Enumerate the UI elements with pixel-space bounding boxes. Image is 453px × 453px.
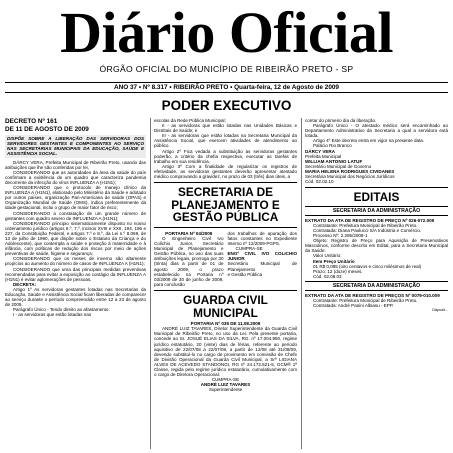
decree-paragraph: Parágrafo Único - Tendo direito ao afastamento: (13, 307, 110, 313)
decree-paragraph: CONSIDERANDO que os meses de inverno são altamente propícios ao aumento do número de casos de INFLUENZA A (H1N1); (5, 256, 146, 267)
signature-role: Prefeita Municipal (305, 153, 342, 159)
portaria-04-left (154, 231, 224, 287)
column-1 (5, 118, 146, 449)
signature-role: Superintendente (208, 387, 243, 393)
extrato-line: Contratada: André Panini Albiasu - EPP. (313, 303, 394, 309)
body-text: Artigo 3º Com a finalidade de regularizar os registros de efetividade, as servidoras gestantes deverão apresentar atestado médico comprovando a gravidez, no prazo de 03 (três) dias úteis, a (154, 163, 297, 180)
guarda-civil-heading: GUARDA CIVIL MUNICIPAL (183, 292, 268, 320)
extrato-line: Objeto: Registro de Preço para Aquisição de Preservativos Masculinos, conforme descrito em Edital, para a Secretaria Municipal da Saúde. (305, 238, 448, 254)
signature-role: Secretária Municipal dos Negócios Jurídicos (305, 174, 395, 180)
decree-decreta: DECRETA: (13, 281, 37, 287)
decree-article: Artigo 1º As servidoras gestantes lotadas nas Secretarias da Educação, Saúde e Assistência Social ficam liberadas de comparecer ao serviço durante o período compreendido entre 12 a 23 de agosto de 2009. (5, 286, 146, 308)
extrato-line: 01 R$ 0,085 (oito centavos e cinco milésimos de real) (313, 263, 422, 269)
extrato-line: Contratante: Prefeitura Municipal de Ribeirão Preto. (313, 298, 418, 304)
cumpra-se: CUMPRA-SE (235, 246, 263, 252)
code-line: Cód. 02.02.10 (305, 179, 334, 185)
section-title: PODER EXECUTIVO (161, 98, 292, 113)
secretaria-administracao-heading: SECRETARIA DA ADMINISTRAÇÃO (305, 206, 448, 216)
extrato-line: Processo Nº: 2.295/2008-1 (313, 233, 368, 239)
signature-name: ANDRÉ LUIZ TAVARES (200, 382, 251, 388)
extrato-title: EXTRATO DA ATA DE REGISTRO DE PREÇO Nº 026-072.009 (305, 217, 435, 223)
masthead-subtitle: ÓRGÃO OFICIAL DO MUNICÍPIO DE RIBEIRÃO PRETO - SP (99, 64, 354, 74)
footer-tag: Disposit... (432, 308, 448, 313)
guarda-left (154, 294, 297, 393)
section-rule (154, 182, 297, 183)
signature-name: WILLIAM ANTONIO LATUF (305, 158, 363, 164)
decree-summary: DISPÕE SOBRE A LIBERAÇÃO DAS SERVIDORAS DOS SERVIDORES GESTANTES E COMPONENTES AO SERVIÇO NAS SECRETARIAS MUNICIPAIS DA EDUCAÇÃO, SAÚDE E ASSISTÊNCIA SOCIAL. (7, 136, 144, 157)
body-text: contar do primeiro dia da liberação. (305, 118, 377, 123)
portaria-04-title: PORTARIA Nº 04/2009 (165, 230, 213, 236)
column-divider (150, 118, 151, 449)
planejamento-block (154, 231, 297, 287)
signature-name: ENGº CIVIL IVO COLICHIO JUNIOR (227, 251, 297, 262)
signature-role: Secretário Municipal de Planejamento (227, 261, 297, 272)
masthead-title: Diário Oficial (60, 0, 393, 65)
column-2 (154, 118, 297, 449)
issue-bar: ANO 37 • Nº 8.317 • RIBEIRÃO PRETO • Quarta-feira, 12 de Agosto de 2009 (5, 82, 448, 93)
secretaria-planejamento-heading: SECRETARIA DE PLANEJAMENTO E GESTÃO PÚBLICA (171, 185, 280, 225)
decree-paragraph: CONSIDERANDO que as autoridades da área da saúde do país confirmam a existência de um quadro que caracteriza pandemia decorrente da infecção do vírus INFLUENZA A (H1N1); (5, 169, 146, 185)
signature-name: MARIA HELENA RODRIGUES CIVIDANES (305, 168, 395, 174)
body-text: escolas da Rede Pública Municipal; (154, 118, 226, 123)
decree-paragraph: CONSIDERANDO principio sistematicamente disposto no nosso ordenamento jurídico (artigos 6.º, 7.º, incisos XVIII e XXII, 194, 196 e 227, da Constituição Federal, e artigos 7.º e 8.º, da Lei n.º 8.069, de 13 de julho de 1990, que dispõe sobre o Estatuto da Criança e do Adolescente), que contempla a saúde e proteção à maternidade e à infância, com políticas de redução dos riscos por meio de ações preventivas de saúde, higiene e segurança; (5, 220, 146, 257)
editais-heading: EDITAIS (353, 190, 400, 205)
portaria-035-title: PORTARIA Nº 035 DE 11.08.2009 (190, 321, 261, 327)
body-text: Artigo 2º Fica vedada a substituição as servidoras gestantes poderão, a critério da chefia respectiva, executar as tarefas de trabalho em sua residência. (154, 148, 297, 164)
portaria-04-text: O Engenheiro Civil Ivo Colichio Junior, Secretário Municipal de Planejamento e Gestão Pública, no uso das suas atribuições legais, prorroga por 30 (trinta) dias a partir de 01 de agosto 2009, o prazo estabelecido na Portaria nº 03/2009 de 30 de junho de 2009, para conclusão (154, 236, 224, 287)
secretaria-administracao-heading: SECRETARIA DA ADMINISTRAÇÃO (305, 281, 448, 291)
body-text: II - as servidoras que estão lotadas nas Unidades Básicas e Distritais de Saúde; e (154, 123, 297, 134)
extrato-line: Contratada: Diana Paolucci S/A Indústria e Comércio. (313, 228, 422, 233)
decree-paragraph: CONSIDERANDO a constatação de um grande número de gestantes com quadro severo de INFLUENZA A (H1N1); (5, 210, 146, 221)
decree-date: DE 11 DE AGOSTO DE 2009 (5, 125, 89, 133)
cumpra-se: CUMPRA-SE (211, 377, 240, 383)
signature-name: DÁRCY VERA (305, 148, 335, 154)
section-rule (154, 227, 297, 228)
decree-paragraph: DÁRCY VERA, Prefeita Municipal de Ribeirão Preto, usando das atribuições que lhe são conferidas por lei, (5, 159, 146, 170)
section-rule (154, 290, 297, 291)
signature-role: e Gestão Pública (227, 271, 263, 277)
extrato-line: Item Preço Unitário (313, 258, 355, 264)
masthead (0, 0, 453, 75)
extrato-title: EXTRATO DA ATA DE REGISTRO DE PREÇOS Nº 0079-010.009 (305, 292, 440, 298)
body-text: Parágrafo Único - O atestado médico será encaminhado ao Departamento Administrativo da Secretaria a qual a servidora está lotada. (305, 123, 448, 139)
decree-paragraph: CONSIDERANDO que uma das principais medidas preventivas recomendadas para evitar a exposição ao contágio da INFLUENZA A (H1N1) é evitar aglomerações de pessoas, (5, 266, 146, 282)
section-rule (305, 187, 448, 188)
decree-paragraph: I - as servidoras que estão lotadas nas (13, 312, 92, 318)
extrato-line: Prazo: 12 (doze) meses. (313, 268, 363, 274)
place-line: Palácio Rio Branco (313, 143, 352, 149)
decree-paragraph: CONSIDERANDO que o protocolo de manejo clínico da INFLUENZA A (H1N1), elaborado pelo Ministério da Saúde e adotado por outros países, organização Pan-Americana de saúde (OPAS) e Organização Mundial de Saúde (OMS), indica preferentemente da idade gestacional, inclui o grupo de maior fator de risco; (5, 185, 146, 211)
column-divider (301, 118, 302, 449)
extrato-line: Cód. 02.08.03 (313, 273, 342, 279)
signature-role: Secretário Municipal de Governo (305, 163, 372, 169)
body-text: Artigo 4º Este decreto entra em vigor na presente data. (313, 138, 425, 144)
extrato-line: Valor Unitário: (313, 253, 342, 259)
body-text: III - as servidoras que estão lotadas na Secretaria Municipal da Assistência Social, que exercem atividades de atendimento ao público. (154, 133, 297, 149)
portaria-04-right (228, 231, 298, 287)
decree-number: DECRETO Nº 161 (5, 118, 58, 125)
extrato-line: Contratante: Prefeitura Municipal de Ribeirão Preto. (313, 222, 418, 228)
portaria-04-continuation: dos trabalhos de apuração dos fatos constantes no Expediente Interno nº 12/2009-PGPS. (227, 230, 297, 247)
column-3 (305, 118, 448, 449)
portaria-035-text: ANDRÉ LUIZ TAVARES, Diretor Superintendente da Guarda Civil Municipal de Ribeirão Preto, no uso da Lei. Pela presente portaria, concede ao Sr. JOSUÉ ELIAS DA SILVA, RG. nº 17.004.950, regime jurídico estatutário, 20 (vinte) dias de férias, referente ao período aquisitivo de 22/07/08 a 22/07/09, a partir de 12/08 até 31/08/09, devendo substituí-lo no cargo de provimento em comissão de Chefe de Divisão Operacional da Guarda Civil Municipal, a Srª LIGIANA ALVES DE ACEVEDO STANDONGI, RG nº 24.172.521-5, GCM® 1ª Classe, regida pelo regime jurídico estatutário, cumulativamente com o cargo de Diretora Operacional. (154, 326, 297, 378)
guarda-block (154, 294, 297, 393)
